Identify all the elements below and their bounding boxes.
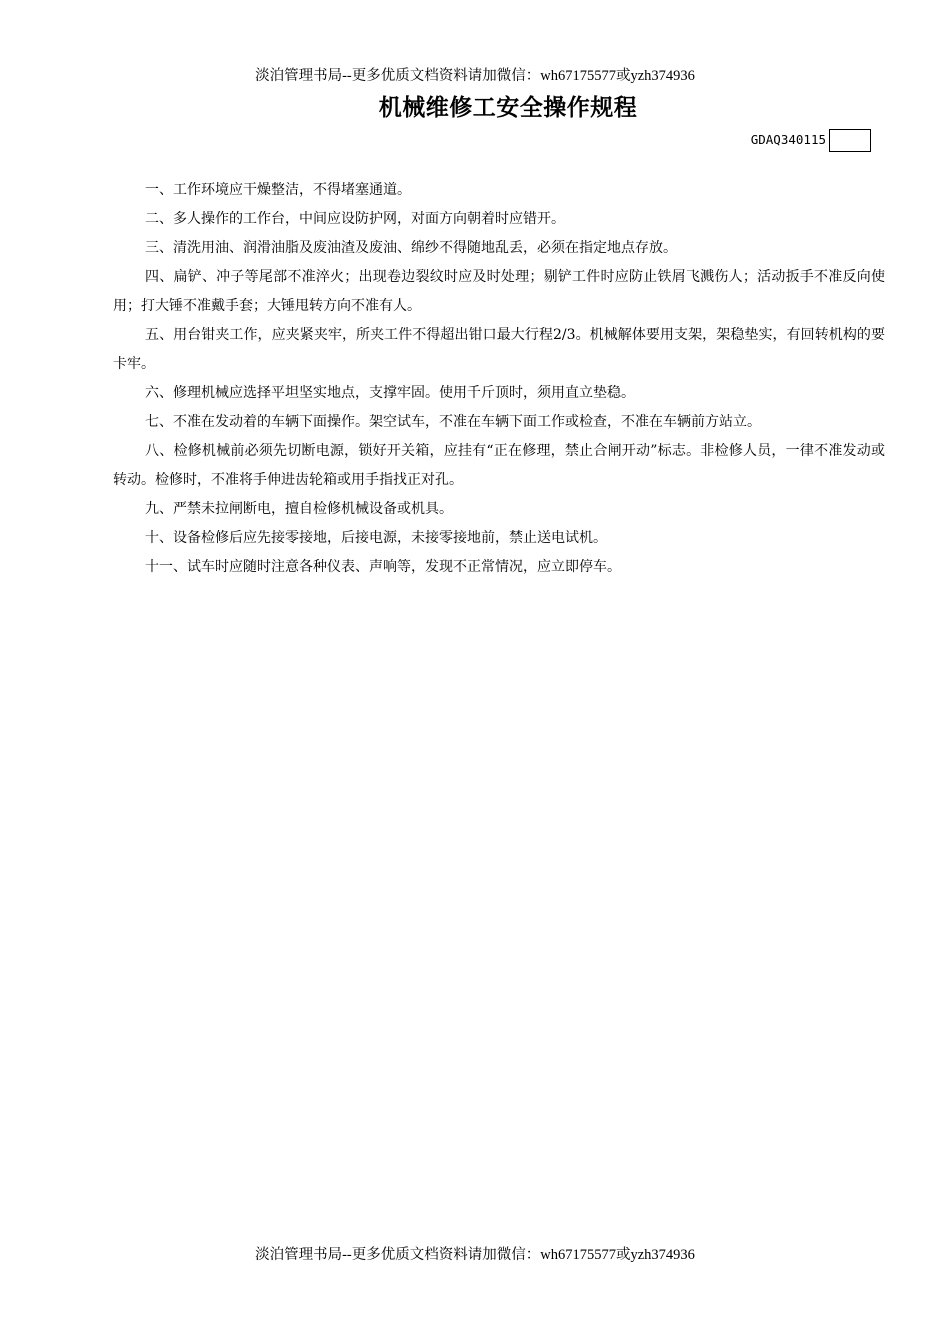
document-code <box>751 128 871 152</box>
rule-item-6: 六、修理机械应选择平坦坚实地点，支撑牢固。使用千斤顶时，须用直立垫稳。 <box>145 385 635 401</box>
rule-item-7: 七、不准在发动着的车辆下面操作。架空试车，不准在车辆下面工作或检查，不准在车辆前方站立。 <box>145 414 761 430</box>
page-footer: 淡泊管理书局--更多优质文档资料请加微信：wh67175577或yzh374936 <box>255 1247 695 1263</box>
rule-item-3: 三、清洗用油、润滑油脂及废油渣及废油、绵纱不得随地乱丢，必须在指定地点存放。 <box>145 240 677 256</box>
page-header: 淡泊管理书局--更多优质文档资料请加微信：wh67175577或yzh374936 <box>255 68 695 84</box>
document-title: 机械维修工安全操作规程 <box>378 95 638 121</box>
rule-item-11: 十一、试车时应随时注意各种仪表、声响等，发现不正常情况，应立即停车。 <box>145 559 621 575</box>
rule-item-9: 九、严禁未拉闸断电，擅自检修机械设备或机具。 <box>145 501 453 517</box>
document-code-box <box>829 129 871 152</box>
rule-item-2: 二、多人操作的工作台，中间应设防护网，对面方向朝着时应错开。 <box>145 211 565 227</box>
rule-item-4: 四、扁铲、冲子等尾部不准淬火；出现卷边裂纹时应及时处理；剔铲工件时应防止铁屑飞溅伤人；活动扳手不准反向使用；打大锤不准戴手套；大锤甩转方向不准有人。 <box>113 269 885 314</box>
document-code-label: GDAQ340115 <box>750 132 826 147</box>
rule-item-5: 五、用台钳夹工作，应夹紧夹牢，所夹工件不得超出钳口最大行程2/3。机械解体要用支架，架稳垫实，有回转机构的要卡牢。 <box>113 327 885 372</box>
rule-item-1: 一、工作环境应干燥整洁，不得堵塞通道。 <box>145 182 411 198</box>
rule-item-8: 八、检修机械前必须先切断电源，锁好开关箱，应挂有“正在修理，禁止合闸开动”标志。非检修人员，一律不准发动或转动。检修时，不准将手伸进齿轮箱或用手指找正对孔。 <box>113 443 885 488</box>
safety-rules-list <box>113 176 885 582</box>
rule-item-10: 十、设备检修后应先接零接地，后接电源，未接零接地前，禁止送电试机。 <box>145 530 607 546</box>
